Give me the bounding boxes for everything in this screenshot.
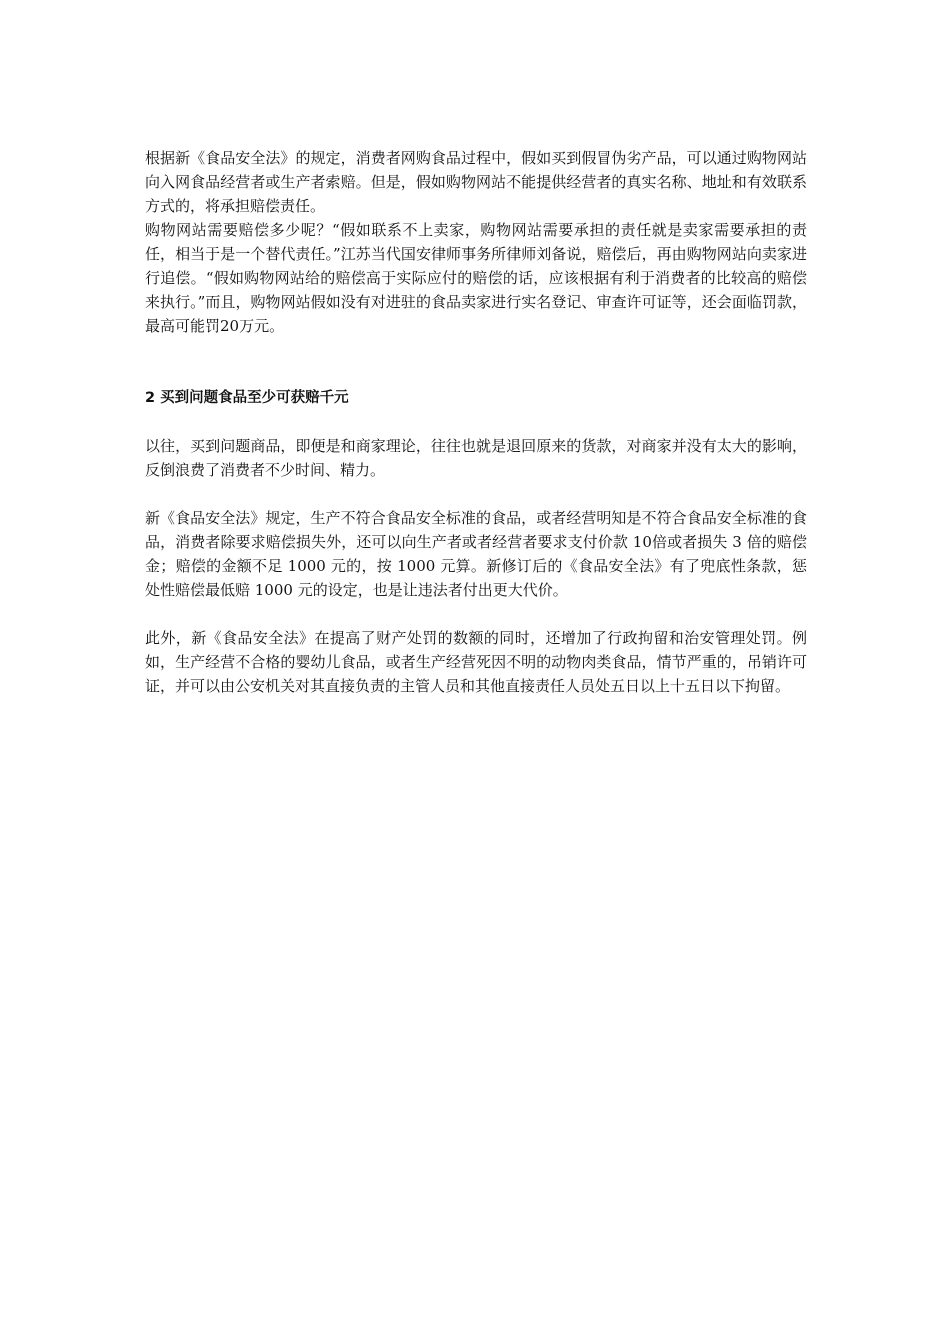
paragraph-past-situation: 以往，买到问题商品，即便是和商家理论，往往也就是退回原来的货款，对商家并没有太大的影响，反倒浪费了消费者不少时间、精力。 [145,437,807,479]
spacer [145,362,807,386]
spacer [145,410,807,434]
paragraph-online-compensation: 根据新《食品安全法》的规定，消费者网购食品过程中，假如买到假冒伪劣产品，可以通过购物网站向入网食品经营者或生产者索赔。但是，假如购物网站不能提供经营者的真实名称、地址和有效联系方式的，将承担赔偿责任。 [145,149,807,215]
spacer [145,482,807,506]
spacer [145,338,807,362]
spacer [145,602,807,626]
paragraph-administrative-detention: 此外，新《食品安全法》在提高了财产处罚的数额的同时，还增加了行政拘留和治安管理处罚。例如，生产经营不合格的婴幼儿食品，或者生产经营死因不明的动物肉类食品，情节严重的，吊销许可证，并可以由公安机关对其直接负责的主管人员和其他直接责任人员处五日以上十五日以下拘留。 [145,629,807,695]
paragraph-website-liability: 购物网站需要赔偿多少呢？“假如联系不上卖家，购物网站需要承担的责任就是卖家需要承担的责任，相当于是一个替代责任。”江苏当代国安律师事务所律师刘备说，赔偿后，再由购物网站向卖家进行追偿。“假如购物网站给的赔偿高于实际应付的赔偿的话，应该根据有利于消费者的比较高的赔偿来执行。”而且，购物网站假如没有对进驻的食品卖家进行实名登记、审查许可证等，还会面临罚款，最高可能罚20万元。 [145,221,807,335]
document-body [145,146,807,698]
section-heading: 2 买到问题食品至少可获赔千元 [145,390,349,406]
paragraph-punitive-damages: 新《食品安全法》规定，生产不符合食品安全标准的食品，或者经营明知是不符合食品安全标准的食品，消费者除要求赔偿损失外，还可以向生产者或者经营者要求支付价款 10倍或者损失 3 倍的赔偿金；赔偿的金额不足 1000 元的，按 1000 元算。新修订后的《食品安全法》有了兜底性条款，惩处性赔偿最低赔 1000 元的设定，也是让违法者付出更大代价。 [145,509,807,599]
